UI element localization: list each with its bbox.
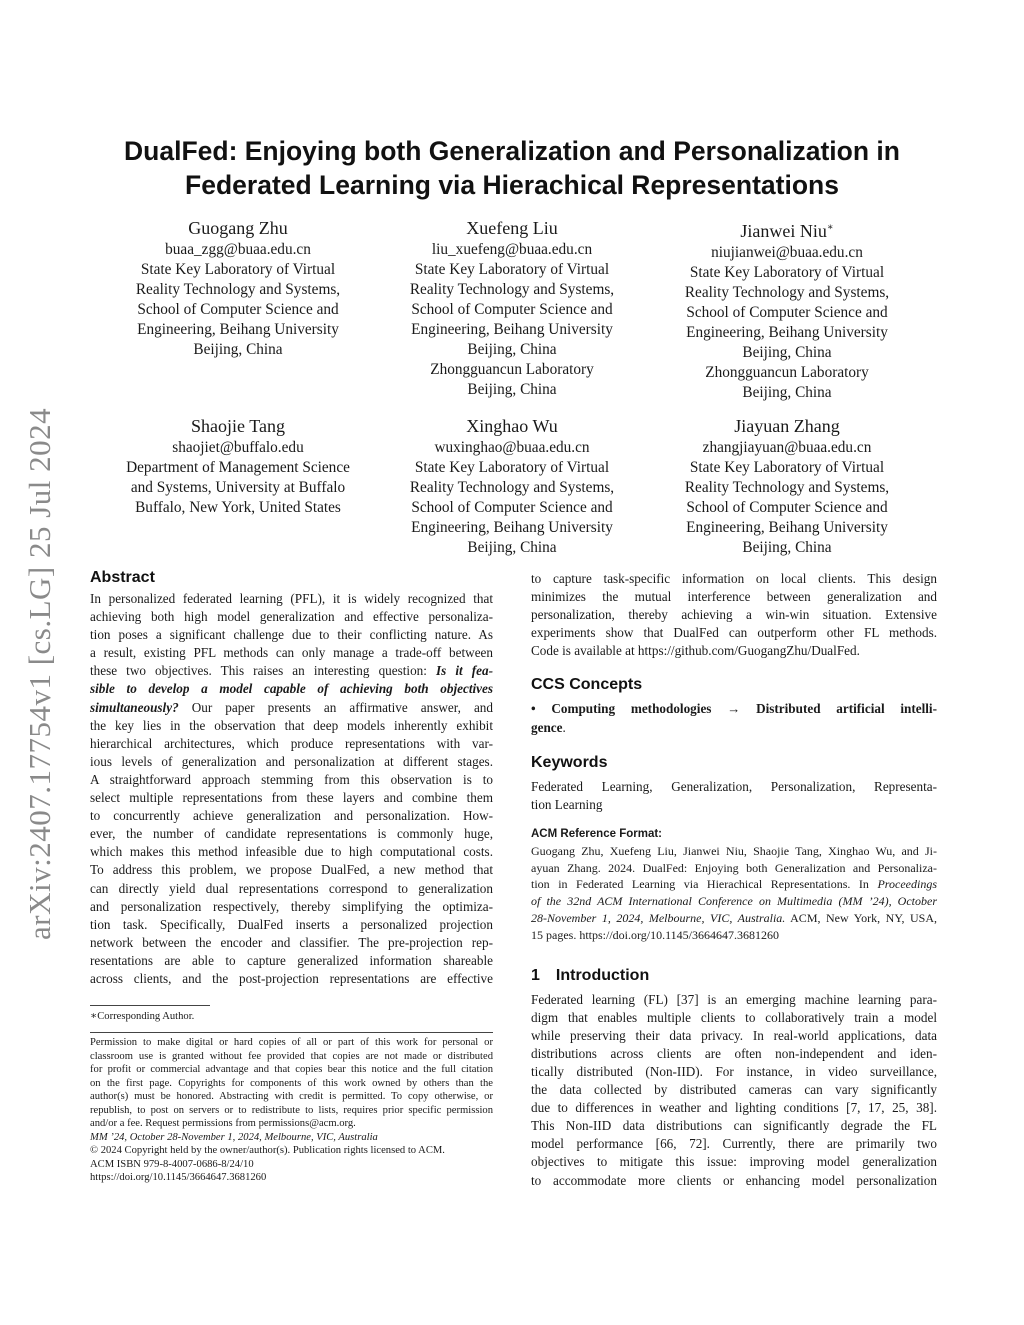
- author-affiliation: Zhongguancun Laboratory: [430, 361, 594, 378]
- ref-text: ACM, New York, NY, USA,: [785, 911, 937, 926]
- author-name: Guogang Zhu: [188, 218, 288, 238]
- author-affiliation: and Systems, University at Buffalo: [130, 479, 346, 496]
- code-link-line[interactable]: Code is available at https://github.com/GuogangZhu/DualFed.: [531, 643, 860, 659]
- author-name: Xuefeng Liu: [466, 218, 558, 238]
- author-affiliation: Reality Technology and Systems,: [684, 479, 890, 496]
- abstract-line: network between the encoder and classifier. The pre-projection rep-: [90, 934, 493, 950]
- venue-line: MM ’24, October 28-November 1, 2024, Melbourne, VIC, Australia: [90, 1131, 378, 1143]
- doi-link[interactable]: https://doi.org/10.1145/3664647.3681260: [90, 1172, 267, 1183]
- ref-line: ayuan Zhang. 2024. DualFed: Enjoying both Generalization and Personaliza-: [531, 860, 937, 875]
- ccs-period: .: [562, 719, 566, 735]
- abstract-line: a result, existing PFL methods can only manage a trade-off between: [90, 645, 493, 661]
- arxiv-identifier: arXiv:2407.17754v1 [cs.LG] 25 Jul 2024: [22, 407, 57, 940]
- permission-line: author(s) must be honored. Abstracting with credit is permitted. To copy otherwise, or: [90, 1091, 493, 1102]
- abstract-line: to concurrently achieve generalization and personalization. How-: [90, 808, 493, 824]
- paper-title: [60, 134, 964, 202]
- intro-line: This Non-IID data distributions can significantly degrade the FL: [531, 1118, 937, 1134]
- author-affiliation: State Key Laboratory of Virtual: [689, 459, 885, 476]
- abstract-line: the key lies in the observation that deep models inherently exhibit: [90, 717, 493, 733]
- author-affiliation: Engineering, Beihang University: [686, 324, 888, 341]
- intro-line: tically distributed (Non-IID). For instance, in video surveillance,: [531, 1064, 937, 1079]
- ref-proceedings: Proceedings: [877, 877, 937, 892]
- author-affiliation: School of Computer Science and: [411, 301, 613, 318]
- author-block: [652, 217, 922, 403]
- abstract-question: sible to develop a model capable of achieving both objectives: [90, 681, 493, 697]
- author-affiliation: Beijing, China: [742, 384, 832, 401]
- abstract-line: resentations are able to capture generalized information shareable: [90, 952, 493, 968]
- author-block: [377, 217, 647, 400]
- abstract-line: ever, the number of candidate representations is commonly huge,: [90, 826, 493, 842]
- permission-rule: [90, 1032, 493, 1033]
- intro-line: to accommodate more clients or enhancing model personalization: [531, 1172, 937, 1188]
- author-affiliation: State Key Laboratory of Virtual: [414, 261, 610, 278]
- author-block: [377, 415, 647, 558]
- abstract-line: personalization, thereby achieving a win-win situation. Extensive: [531, 607, 937, 623]
- keywords-line: Federated Learning, Generalization, Personalization, Representa-: [531, 778, 937, 794]
- abstract-body: [90, 590, 493, 988]
- permission-line: classroom use is granted without fee provided that copies are not made or distributed: [90, 1050, 493, 1062]
- intro-line: digm that enables multiple clients to collaboratively train a model: [531, 1009, 937, 1025]
- author-affiliation: Beijing, China: [193, 341, 283, 358]
- author-name: [652, 217, 922, 242]
- abstract-heading: Abstract: [90, 569, 155, 586]
- intro-line: model performance [66, 72]. Currently, there are primarily two: [531, 1136, 937, 1152]
- abstract-line: [90, 699, 493, 717]
- intro-line: due to differences in weather and lighting conditions [7, 17, 25, 38].: [531, 1100, 937, 1116]
- author-affiliation: Beijing, China: [467, 381, 557, 398]
- author-affiliation: Beijing, China: [742, 344, 832, 361]
- ccs-line: • Computing methodologies → Distributed artificial intelli-: [531, 701, 937, 717]
- author-affiliation: Engineering, Beihang University: [411, 321, 613, 338]
- ref-line: [531, 910, 937, 927]
- ccs-concepts: [531, 700, 937, 736]
- abstract-text: these two objectives. This raises an interesting question:: [90, 663, 437, 679]
- author-affiliation: School of Computer Science and: [137, 301, 339, 318]
- isbn-line: ACM ISBN 979-8-4007-0686-8/24/10: [90, 1158, 254, 1170]
- ref-text: tion in Federated Learning via Hierachical Representations. In: [531, 877, 878, 892]
- permission-line: republish, to post on servers or to redistribute to lists, requires prior specific permission: [90, 1104, 493, 1116]
- ref-doi-line[interactable]: 15 pages. https://doi.org/10.1145/3664647.3681260: [531, 927, 779, 942]
- intro-line: Federated learning (FL) [37] is an emerging machine learning para-: [531, 991, 937, 1007]
- abstract-line: ious levels of generalization and personalization at different stages.: [90, 753, 493, 769]
- abstract-line: A straightforward approach stemming from this observation is to: [90, 771, 493, 787]
- acm-ref-heading: ACM Reference Format:: [531, 827, 662, 840]
- author-affiliation: Reality Technology and Systems,: [684, 284, 890, 301]
- author-affiliation: Beijing, China: [742, 539, 832, 556]
- intro-line: distributions across clients are often non-independent and iden-: [531, 1045, 937, 1061]
- author-affiliation: Reality Technology and Systems,: [135, 281, 341, 298]
- intro-line: while preserving their data privacy. In real-world applications, data: [531, 1027, 937, 1043]
- author-affiliation: School of Computer Science and: [686, 304, 888, 321]
- author-email[interactable]: buaa_zgg@buaa.edu.cn: [165, 241, 311, 258]
- author-affiliation: State Key Laboratory of Virtual: [689, 264, 885, 281]
- ccs-heading: CCS Concepts: [531, 676, 643, 694]
- abstract-section: [90, 568, 493, 988]
- author-affiliation: Buffalo, New York, United States: [135, 499, 341, 516]
- keywords-body: [531, 778, 937, 814]
- author-affiliation: Beijing, China: [467, 341, 557, 358]
- author-email[interactable]: niujianwei@buaa.edu.cn: [711, 244, 863, 261]
- keywords-line: tion Learning: [531, 796, 603, 812]
- permission-notice: [90, 1036, 493, 1185]
- abstract-question: simultaneously?: [90, 699, 179, 715]
- abstract-line: across clients, and the post-projection representations are effective: [90, 970, 493, 986]
- ccs-term: gence: [531, 719, 563, 735]
- abstract-continued: [531, 570, 937, 660]
- title-line-2: Federated Learning via Hierachical Representations: [185, 170, 839, 200]
- author-name: Jiayuan Zhang: [734, 416, 840, 436]
- ref-line: [531, 876, 937, 893]
- author-block: [103, 415, 373, 518]
- author-email[interactable]: wuxinghao@buaa.edu.cn: [434, 439, 590, 456]
- author-name-text: Jianwei Niu: [740, 221, 827, 241]
- author-affiliation: Engineering, Beihang University: [686, 519, 888, 536]
- author-block: [652, 415, 922, 558]
- abstract-line: In personalized federated learning (PFL), it is widely recognized that: [90, 591, 493, 606]
- author-affiliation: School of Computer Science and: [411, 499, 613, 516]
- ref-line: Guogang Zhu, Xuefeng Liu, Jianwei Niu, Shaojie Tang, Xinghao Wu, and Ji-: [531, 843, 937, 858]
- abstract-line: achieving both high model generalization and effective personaliza-: [90, 609, 493, 625]
- corresponding-mark: ∗: [826, 222, 834, 233]
- intro-heading-text: Introduction: [555, 966, 650, 984]
- author-affiliation: Reality Technology and Systems,: [409, 281, 615, 298]
- abstract-line: to capture task-specific information on local clients. This design: [531, 571, 937, 586]
- abstract-question: Is it fea-: [436, 663, 494, 679]
- intro-body: [531, 991, 937, 1190]
- corresponding-footnote: ∗Corresponding Author.: [90, 1011, 195, 1022]
- author-name: Xinghao Wu: [466, 416, 558, 436]
- abstract-line: and personalization respectively, thereby simplifying the optimiza-: [90, 898, 493, 914]
- author-email[interactable]: shaojiet@buffalo.edu: [172, 439, 304, 456]
- author-affiliation: Reality Technology and Systems,: [409, 479, 615, 496]
- abstract-line: To address this problem, we propose DualFed, a new method that: [90, 862, 493, 878]
- permission-line: for profit or commercial advantage and that copies bear this notice and the full citation: [90, 1064, 493, 1075]
- abstract-line: can directly yield dual representations correspond to generalization: [90, 880, 493, 896]
- abstract-line: experiments show that DualFed can outperform other FL methods.: [531, 625, 937, 641]
- author-affiliation: Department of Management Science: [126, 459, 350, 476]
- keywords-heading: Keywords: [531, 753, 608, 771]
- abstract-line: [90, 662, 493, 680]
- title-line-1: DualFed: Enjoying both Generalization and Personalization in: [124, 136, 900, 166]
- author-name: Shaojie Tang: [191, 416, 285, 436]
- author-email[interactable]: zhangjiayuan@buaa.edu.cn: [702, 439, 872, 456]
- abstract-line: select multiple representations from these layers and combine them: [90, 790, 493, 806]
- copyright-line: © 2024 Copyright held by the owner/author(s). Publication rights licensed to ACM.: [90, 1145, 445, 1156]
- permission-line: and/or a fee. Request permissions from permissions@acm.org.: [90, 1118, 356, 1129]
- abstract-line: hierarchical architectures, which produce representations with var-: [90, 735, 493, 751]
- abstract-line: minimizes the mutual interference between generalization and: [531, 589, 937, 605]
- author-affiliation: State Key Laboratory of Virtual: [414, 459, 610, 476]
- author-affiliation: Zhongguancun Laboratory: [705, 364, 869, 381]
- right-column: [531, 570, 937, 1190]
- ref-venue: 28-November 1, 2024, Melbourne, VIC, Australia.: [531, 911, 786, 926]
- intro-heading: [531, 966, 937, 986]
- abstract-text: Our paper presents an affirmative answer, and: [178, 699, 493, 715]
- permission-line: on the first page. Copyrights for components of this work owned by others than the: [90, 1077, 493, 1089]
- author-affiliation: Beijing, China: [467, 539, 557, 556]
- intro-line: the data collected by distributed cameras can vary significantly: [531, 1082, 937, 1098]
- author-affiliation: Engineering, Beihang University: [137, 321, 339, 338]
- abstract-line: tion poses a significant challenge due to their conflicting nature. As: [90, 627, 493, 643]
- author-affiliation: School of Computer Science and: [686, 499, 888, 516]
- footnote-rule: [90, 1005, 210, 1006]
- permission-line: Permission to make digital or hard copies of all or part of this work for personal or: [90, 1037, 493, 1048]
- intro-heading-number: 1: [531, 966, 540, 984]
- intro-line: objectives to mitigate this issue: improving model generalization: [531, 1154, 937, 1170]
- author-affiliation: State Key Laboratory of Virtual: [140, 261, 336, 278]
- author-block: [103, 217, 373, 360]
- ref-line: of the 32nd ACM International Conference on Multimedia (MM ’24), October: [531, 894, 937, 909]
- author-affiliation: Engineering, Beihang University: [411, 519, 613, 536]
- acm-reference: [531, 843, 937, 944]
- ccs-line: [531, 719, 937, 737]
- author-email[interactable]: liu_xuefeng@buaa.edu.cn: [431, 241, 593, 258]
- abstract-line: tion task. Specifically, DualFed inserts a personalized projection: [90, 916, 493, 932]
- abstract-line: which makes this method infeasible due to high computational costs.: [90, 844, 493, 860]
